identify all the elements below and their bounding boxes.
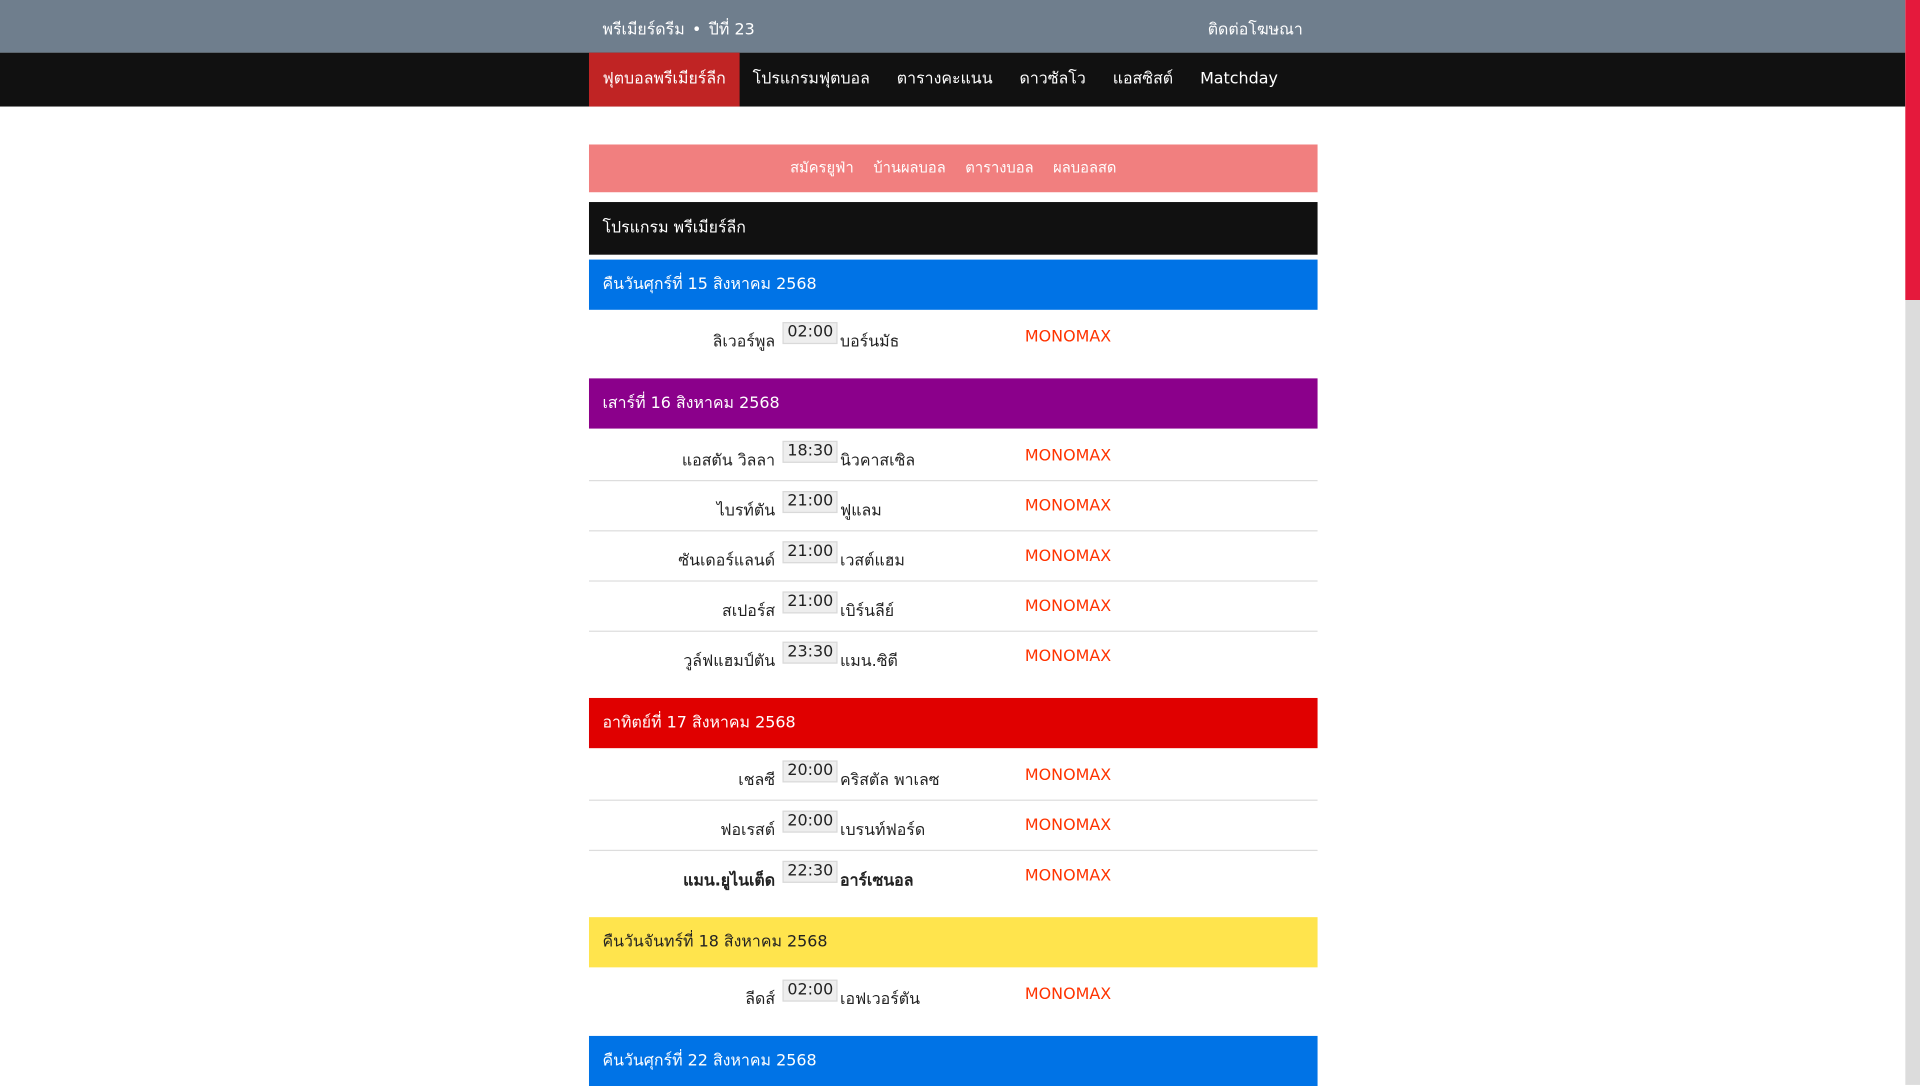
nav-item-matchday[interactable]: Matchday bbox=[1200, 69, 1278, 89]
home-team: ฟอเรสต์ bbox=[720, 821, 776, 841]
home-team: วูล์ฟแฮมป์ตัน bbox=[683, 652, 776, 672]
away-team: แมน.ซิตี bbox=[840, 652, 898, 672]
day-header: อาทิตย์ที่ 17 สิงหาคม 2568 bbox=[589, 698, 1318, 748]
match-row bbox=[589, 751, 1318, 801]
tv-channel[interactable]: MONOMAX bbox=[1024, 547, 1112, 566]
tv-channel[interactable]: MONOMAX bbox=[1024, 328, 1112, 347]
home-team: ลิเวอร์พูล bbox=[712, 333, 776, 352]
scrollbar[interactable] bbox=[1905, 0, 1920, 1085]
match-row bbox=[589, 851, 1318, 900]
tv-channel[interactable]: MONOMAX bbox=[1024, 985, 1112, 1005]
home-team: ไบรท์ตัน bbox=[716, 502, 776, 521]
day-header: เสาร์ที่ 16 สิงหาคม 2568 bbox=[589, 378, 1318, 428]
home-team: ลีดส์ bbox=[745, 990, 776, 1009]
away-team: นิวคาสเซิล bbox=[840, 451, 916, 471]
match-row bbox=[589, 531, 1318, 581]
kickoff-time: 02:00 bbox=[782, 322, 838, 344]
match-list bbox=[589, 429, 1318, 693]
match-row bbox=[589, 632, 1318, 681]
partner-link[interactable]: บ้านผลบอล bbox=[873, 159, 946, 177]
match-row bbox=[589, 970, 1318, 1019]
site-brand[interactable] bbox=[602, 16, 754, 42]
match-row bbox=[589, 431, 1318, 481]
nav-item-assists[interactable]: แอสซิสต์ bbox=[1112, 69, 1174, 89]
scrollbar-thumb[interactable] bbox=[1905, 0, 1920, 300]
match-row bbox=[589, 481, 1318, 531]
partner-link[interactable]: สมัครยูฟ่า bbox=[790, 159, 854, 177]
day-header: คืนวันศุกร์ที่ 22 สิงหาคม 2568 bbox=[589, 1036, 1318, 1086]
section-title: โปรแกรม พรีเมียร์ลีก bbox=[589, 202, 1318, 255]
away-team: คริสตัล พาเลซ bbox=[840, 771, 940, 790]
kickoff-time: 20:00 bbox=[782, 760, 838, 782]
tv-channel[interactable]: MONOMAX bbox=[1024, 597, 1112, 616]
top-bar bbox=[0, 0, 1905, 53]
match-list bbox=[589, 748, 1318, 912]
tv-channel[interactable]: MONOMAX bbox=[1024, 446, 1112, 466]
kickoff-time: 21:00 bbox=[782, 591, 838, 613]
brand-year: ปีที่ 23 bbox=[708, 20, 755, 40]
kickoff-time: 22:30 bbox=[782, 861, 838, 883]
home-team: เชลซี bbox=[738, 771, 776, 790]
brand-separator: • bbox=[692, 20, 702, 40]
away-team: เวสต์แฮม bbox=[840, 552, 905, 571]
home-team: แมน.ยูไนเต็ด bbox=[683, 871, 776, 891]
tv-channel[interactable]: MONOMAX bbox=[1024, 497, 1112, 516]
day-header: คืนวันศุกร์ที่ 15 สิงหาคม 2568 bbox=[589, 260, 1318, 310]
tv-channel[interactable]: MONOMAX bbox=[1024, 766, 1112, 785]
away-team: เบรนท์ฟอร์ด bbox=[840, 821, 926, 841]
away-team: เบิร์นลีย์ bbox=[840, 602, 895, 621]
partner-links-bar bbox=[589, 144, 1318, 192]
partner-link[interactable]: ตารางบอล bbox=[965, 159, 1034, 177]
kickoff-time: 18:30 bbox=[782, 441, 838, 463]
match-list bbox=[589, 967, 1318, 1031]
kickoff-time: 20:00 bbox=[782, 811, 838, 833]
home-team: สเปอร์ส bbox=[722, 602, 776, 621]
contact-ads-link[interactable]: ติดต่อโฆษณา bbox=[1207, 20, 1303, 40]
match-row bbox=[589, 582, 1318, 632]
nav-item-premier-league[interactable]: ฟุตบอลพรีเมียร์ลีก bbox=[589, 53, 739, 107]
away-team: อาร์เซนอล bbox=[840, 871, 914, 891]
kickoff-time: 02:00 bbox=[782, 980, 838, 1002]
match-row bbox=[589, 801, 1318, 851]
kickoff-time: 23:30 bbox=[782, 642, 838, 664]
tv-channel[interactable]: MONOMAX bbox=[1024, 866, 1112, 886]
day-header: คืนวันจันทร์ที่ 18 สิงหาคม 2568 bbox=[589, 917, 1318, 967]
match-list bbox=[589, 310, 1318, 374]
home-team: แอสตัน วิลลา bbox=[681, 451, 776, 471]
nav-item-football-program[interactable]: โปรแกรมฟุตบอล bbox=[752, 69, 870, 89]
away-team: ฟูแลม bbox=[840, 502, 882, 521]
kickoff-time: 21:00 bbox=[782, 491, 838, 513]
match-row bbox=[589, 312, 1318, 361]
nav-item-top-scorers[interactable]: ดาวซัลโว bbox=[1019, 69, 1086, 89]
brand-name[interactable]: พรีเมียร์ดรีม bbox=[602, 20, 685, 40]
partner-link[interactable]: ผลบอลสด bbox=[1053, 159, 1117, 177]
fixture-list bbox=[589, 260, 1318, 1086]
home-team: ซันเดอร์แลนด์ bbox=[678, 552, 776, 571]
away-team: บอร์นมัธ bbox=[840, 333, 900, 352]
nav-item-standings[interactable]: ตารางคะแนน bbox=[896, 69, 993, 89]
main-content bbox=[589, 144, 1318, 1086]
away-team: เอฟเวอร์ตัน bbox=[840, 990, 921, 1009]
tv-channel[interactable]: MONOMAX bbox=[1024, 647, 1112, 667]
kickoff-time: 21:00 bbox=[782, 541, 838, 563]
tv-channel[interactable]: MONOMAX bbox=[1024, 816, 1112, 836]
main-nav bbox=[0, 53, 1905, 107]
